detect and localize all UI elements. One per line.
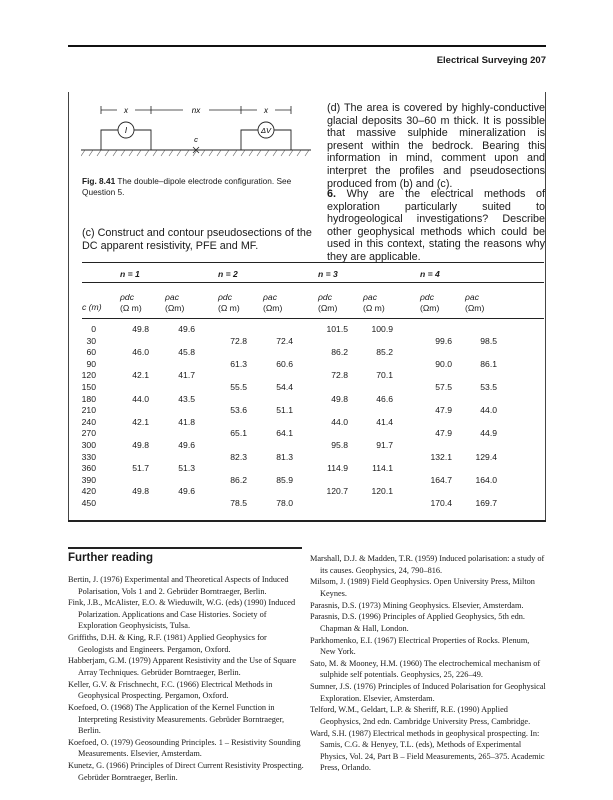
reference-entry: Keller, G.V. & Frischnecht, F.C. (1966) Electrical Methods in Geophysical Prospecting. Pergamon, Oxford. xyxy=(68,679,273,701)
table-cell: 44.9 xyxy=(480,428,497,439)
table-cell: 101.5 xyxy=(326,324,348,334)
reference-entry: Parasnis, D.S. (1973) Mining Geophysics. Elsevier, Amsterdam. xyxy=(310,600,524,610)
table-row-position: 180 xyxy=(81,393,96,404)
table-col-header-unit: (Ωm) xyxy=(465,303,485,313)
table-cell: 42.1 xyxy=(132,370,149,381)
table-cell: 49.6 xyxy=(178,486,195,497)
table-cell: 164.0 xyxy=(475,474,497,485)
references-right-column xyxy=(310,553,546,774)
table-cell: 82.3 xyxy=(230,451,247,462)
table-cell: 91.7 xyxy=(376,440,393,450)
figure-caption-text: The double–dipole electrode configuration. See Question 5. xyxy=(82,176,292,197)
table-cell: 78.0 xyxy=(276,498,293,508)
table-cell: 60.6 xyxy=(276,358,293,369)
reference-entry: Milsom, J. (1989) Field Geophysics. Open University Press, Milton Keynes. xyxy=(310,577,535,598)
table-cell: 44.0 xyxy=(331,416,348,427)
table-cell: 120.7 xyxy=(326,486,348,497)
table-col-header-unit: (Ω m) xyxy=(218,303,240,313)
table-cell: 49.6 xyxy=(178,324,195,334)
table-col-header-unit: (Ω m) xyxy=(120,303,142,313)
table-row-position: 450 xyxy=(81,498,96,508)
table-cell: 47.9 xyxy=(435,428,452,439)
reference-entry: Griffiths, D.H. & King, R.F. (1981) Applied Geophysics for Geologists and Engineers. Pergamon, Oxford. xyxy=(68,633,267,654)
table-row-position: 0 xyxy=(91,324,96,334)
table-cell: 49.6 xyxy=(178,440,195,450)
table-cell: 45.8 xyxy=(178,347,195,358)
table-cell: 98.5 xyxy=(480,335,497,346)
table-cell: 47.9 xyxy=(435,405,452,416)
label-right-spacing: x xyxy=(264,106,268,115)
table-cell: 114.9 xyxy=(327,463,348,474)
table-row-position: 90 xyxy=(86,358,96,369)
reference-entry: Kunetz, G. (1966) Principles of Direct Current Resistivity Prospecting. Gebrüder Borntraeger, Berlin. xyxy=(68,761,304,782)
table-group-header: n = 2 xyxy=(218,269,238,279)
table-cell: 86.1 xyxy=(480,358,497,369)
table-row-position: 300 xyxy=(81,440,96,450)
table-cell: 132.1 xyxy=(430,451,452,462)
table-cell: 129.4 xyxy=(475,451,497,462)
centre-label: c xyxy=(194,135,198,144)
table-col-header-unit: (Ωm) xyxy=(318,303,338,313)
table-group-header: n = 1 xyxy=(120,269,140,279)
table-row-position: 210 xyxy=(81,405,96,416)
table-cell: 49.8 xyxy=(331,393,348,404)
reference-entry: Sato, M. & Mooney, H.M. (1960) The electrochemical mechanism of sulphide self potentials. Geophysics, 25, 226–49. xyxy=(310,658,541,680)
table-cell: 41.8 xyxy=(178,416,195,427)
reference-entry: Parkhomenko, E.I. (1967) Electrical Properties of Rocks. Plenum, New York. xyxy=(310,635,530,657)
table-group-header: n = 3 xyxy=(318,269,338,279)
running-title: Electrical Surveying 207 xyxy=(436,55,546,66)
table-col-header-unit: (Ωm) xyxy=(165,303,185,313)
table-col-header-unit: (Ωm) xyxy=(420,303,440,313)
table-cell: 100.9 xyxy=(371,324,393,334)
table-col-header-symbol: ρdc xyxy=(218,292,232,302)
figure-caption xyxy=(82,176,312,198)
further-reading-title: Further reading xyxy=(68,552,153,564)
table-col-header-symbol: ρdc xyxy=(120,292,134,302)
reference-entry: Telford, W.M., Geldart, L.P. & Sheriff, R.E. (1990) Applied Geophysics, 2nd edn. Cambridge University Press, Cambridge. xyxy=(310,705,531,726)
table-cell: 70.1 xyxy=(376,370,393,381)
table-cell: 46.6 xyxy=(376,393,393,404)
table-cell: 53.6 xyxy=(230,405,247,416)
table-col-header-symbol: ρdc xyxy=(318,292,332,302)
table-cell: 86.2 xyxy=(331,347,348,358)
table-rule xyxy=(82,262,544,263)
figure-number: Fig. 8.41 xyxy=(82,176,116,186)
table-cell: 72.4 xyxy=(276,335,293,346)
table-cell: 61.3 xyxy=(230,358,247,369)
question-c: (c) Construct and contour pseudosections of the DC apparent resistivity, PFE and MF. xyxy=(82,227,312,252)
table-cell: 64.1 xyxy=(276,428,293,439)
table-cell: 51.7 xyxy=(132,463,149,474)
table-cell: 114.1 xyxy=(372,463,393,474)
label-left-spacing: x xyxy=(124,106,128,115)
table-cell: 51.1 xyxy=(276,405,293,416)
reference-entry: Parasnis, D.S. (1996) Principles of Applied Geophysics, 5th edn. Chapman & Hall, London. xyxy=(310,612,526,633)
table-cell: 85.2 xyxy=(376,347,393,358)
double-dipole-diagram xyxy=(81,100,311,180)
table-cell: 86.2 xyxy=(230,474,247,485)
table-row-position: 240 xyxy=(81,416,96,427)
table-row-position: 60 xyxy=(86,347,96,358)
table-cell: 49.8 xyxy=(132,440,149,450)
table-cell: 55.5 xyxy=(230,382,247,392)
table-rule xyxy=(82,282,544,283)
reference-entry: Habberjam, G.M. (1979) Apparent Resistivity and the Use of Square Array Techniques. Gebrüder Borntraeger, Berlin. xyxy=(68,656,297,677)
table-cell: 57.5 xyxy=(435,382,452,392)
reference-entry: Koefoed, O. (1979) Geosounding Principles. 1 – Resistivity Sounding Measurements. Elsevier, Amsterdam. xyxy=(68,737,301,759)
reference-entry: Ward, S.H. (1987) Electrical methods in geophysical prospecting. In: Samis, C.G. & Henyey, T.L. (eds), Methods of Experimental Physics, Vol. 24, Part B – Field Measurements, 265–375. Academic Press, Orlando. xyxy=(310,728,545,773)
table-cell: 46.0 xyxy=(132,347,149,358)
table-cell: 90.0 xyxy=(435,358,452,369)
question-6-text: Why are the electrical methods of exploration particularly suited to hydrogeological investigations? Describe other geophysical methods which could be used in this context, stating the reasons why they are applicable. xyxy=(327,188,545,263)
table-row-position: 150 xyxy=(81,382,96,392)
question-d: (d) The area is covered by highly-conductive glacial deposits 30–60 m thick. It is possible that massive sulphide mineralization is present within the bedrock. Bearing this information in mind, comment upon and interpret the profiles and pseudosections produced from (b) and (c). xyxy=(327,102,545,190)
table-cell: 51.3 xyxy=(178,463,195,474)
table-cell: 120.1 xyxy=(371,486,393,497)
table-cell: 81.3 xyxy=(276,451,293,462)
table-cell: 99.6 xyxy=(435,335,452,346)
table-cell: 44.0 xyxy=(480,405,497,416)
table-row-position: 420 xyxy=(81,486,96,497)
reference-entry: Marshall, D.J. & Madden, T.R. (1959) Induced polarisation: a study of its causes. Geophysics, 24, 790–816. xyxy=(310,554,545,575)
table-cell: 85.9 xyxy=(276,474,293,485)
table-cell: 95.8 xyxy=(331,440,348,450)
table-cell: 42.1 xyxy=(132,416,149,427)
table-cell: 54.4 xyxy=(276,382,293,392)
current-meter-label: I xyxy=(124,126,128,135)
table-col-header-symbol: ρac xyxy=(465,292,479,302)
table-cell: 78.5 xyxy=(230,498,247,508)
table-cell: 41.4 xyxy=(376,416,393,427)
table-col-header-unit: (Ω m) xyxy=(363,303,385,313)
table-col-header-unit: (Ωm) xyxy=(263,303,283,313)
question-6 xyxy=(327,188,545,264)
table-cell: 65.1 xyxy=(230,428,247,439)
further-reading-rule xyxy=(68,547,302,549)
label-mid-spacing: nx xyxy=(191,106,201,115)
table-row-position: 360 xyxy=(81,463,96,474)
table-rule xyxy=(82,318,544,319)
table-row-position: 390 xyxy=(81,474,96,485)
table-col-header-c: c (m) xyxy=(82,302,102,312)
running-header xyxy=(68,45,546,69)
table-row-position: 270 xyxy=(81,428,96,439)
table-cell: 72.8 xyxy=(230,335,247,346)
reference-entry: Sumner, J.S. (1976) Principles of Induced Polarisation for Geophysical Exploration. Elsevier, Amsterdam. xyxy=(310,682,546,703)
table-col-header-symbol: ρac xyxy=(363,292,377,302)
reference-entry: Koefoed, O. (1968) The Application of the Kernel Function in Interpreting Resistivity Measurements. Gebrüder Borntraeger, Berlin. xyxy=(68,702,285,736)
table-cell: 72.8 xyxy=(331,370,348,381)
table-col-header-symbol: ρac xyxy=(263,292,277,302)
table-cell: 41.7 xyxy=(178,370,195,381)
table-row-position: 30 xyxy=(86,335,96,346)
question-6-number: 6. xyxy=(327,188,337,200)
table-cell: 169.7 xyxy=(475,498,497,508)
reference-entry: Bertin, J. (1976) Experimental and Theoretical Aspects of Induced Polarisation, Vols 1 and 2. Gebrüder Borntraeger, Berlin. xyxy=(68,575,289,596)
table-row-position: 120 xyxy=(81,370,96,381)
table-row-position: 330 xyxy=(81,451,96,462)
table-cell: 49.8 xyxy=(132,324,149,334)
table-cell: 53.5 xyxy=(480,382,497,392)
voltage-meter-label: ΔV xyxy=(260,126,272,135)
reference-entry: Fink, J.B., McAlister, E.O. & Wieduwilt, W.G. (eds) (1990) Induced Polarization. Applications and Case Histories. Society of Exploration Geophysicists, Tulsa. xyxy=(68,598,296,631)
table-cell: 164.7 xyxy=(430,474,452,485)
table-group-header: n = 4 xyxy=(420,269,440,279)
table-col-header-symbol: ρac xyxy=(165,292,179,302)
table-cell: 44.0 xyxy=(132,393,149,404)
table-cell: 49.8 xyxy=(132,486,149,497)
table-cell: 170.4 xyxy=(430,498,452,508)
references-left-column xyxy=(68,574,304,783)
table-cell: 43.5 xyxy=(178,393,195,404)
table-col-header-symbol: ρdc xyxy=(420,292,434,302)
